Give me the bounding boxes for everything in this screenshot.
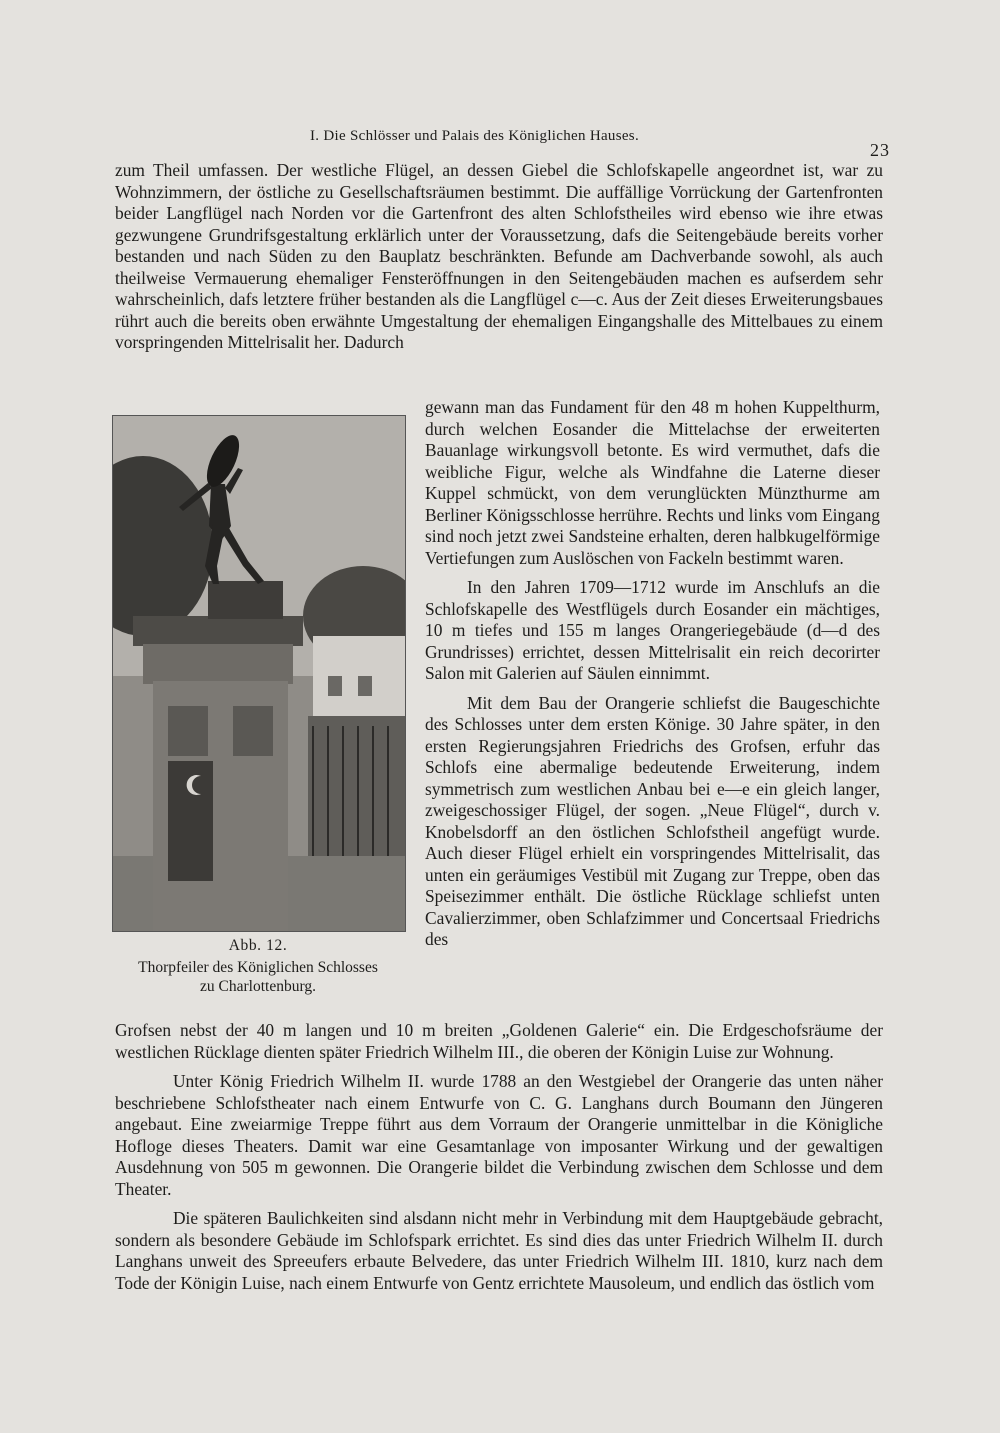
- paragraph: Die späteren Baulichkeiten sind alsdann nicht mehr in Verbindung mit dem Hauptgebäude gebracht, sondern als besondere Gebäude im Schlofspark errichtet. Es sind dies das unter Friedrich Wilhelm II. durch Langhans unweit des Spreeufers erbaute Belvedere, das unter Friedrich Wilhelm III. 1810, kurz nach dem Tode der Königin Luise, nach einem Entwurfe von Gentz errichtete Mausoleum, und endlich das östlich vom: [115, 1208, 883, 1293]
- paragraph: In den Jahren 1709—1712 wurde im Anschlufs an die Schlofskapelle des Westflügels durch Eosander ein mächtiges, 10 m tiefes und 155 m langes Orangeriegebäude (d—d des Grundrisses) errichtet, dessen Mittelrisalit ein reich decorirter Salon mit Galerien auf Säulen einnimmt.: [425, 577, 880, 683]
- figure-photo-gate-pillar: [112, 415, 406, 932]
- paragraph: Grofsen nebst der 40 m langen und 10 m breiten „Goldenen Galerie“ ein. Die Erdgeschofsräume der westlichen Rücklage dienten später Friedrich Wilhelm III., die oberen der Königin Luise zur Wohnung.: [115, 1020, 883, 1062]
- paragraph: gewann man das Fundament für den 48 m hohen Kuppelthurm, durch welchen Eosander die Mittelachse der erweiterten Bauanlage wirkungsvoll betonte. Es wird vermuthet, dafs die weibliche Figur, welche als Windfahne die Laterne dieser Kuppel schmückt, von dem verunglückten Münzthurme am Berliner Königsschlosse herrühre. Rechts und links vom Eingang sind noch jetzt zwei Sandsteine erhalten, deren halbkugelförmige Vertiefungen zum Auslöschen von Fackeln bestimmt waren.: [425, 397, 880, 568]
- paragraph: zum Theil umfassen. Der westliche Flügel, an dessen Giebel die Schlofskapelle angeordnet ist, war zu Wohnzimmern, der östliche zu Gesellschaftsräumen bestimmt. Die auffällige Vorrückung der Gartenfronten beider Langflügel nach Norden vor die Gartenfront des alten Schlofstheiles wird ebenso wie ihre etwas gezwungene Grundrifsgestaltung erklärlich unter der Voraussetzung, dafs die Seitengebäude bereits vorher bestanden und nach Süden zu den Bauplatz beschränkten. Befunde am Dachverbande sowohl, als auch theilweise Vermauerung ehemaliger Fensteröffnungen in den Seitengebäuden machen es aufserdem sehr wahrscheinlich, dafs letztere früher bestanden als die Langflügel c—c. Aus der Zeit dieses Erweiterungsbaues rührt auch die bereits oben erwähnte Umgestaltung der ehemaligen Eingangshalle des Mittelbaues zu einem vorspringenden Mittelrisalit her. Dadurch: [115, 160, 883, 352]
- running-header: I. Die Schlösser und Palais des Königlichen Hauses.: [310, 128, 639, 144]
- text-block-bottom: [115, 1020, 883, 1294]
- page-number: 23: [870, 140, 890, 160]
- figure-caption-line: Thorpfeiler des Königlichen Schlosses: [138, 959, 378, 976]
- figure-number: Abb. 12.: [228, 937, 288, 954]
- text-column-beside-figure: [425, 397, 880, 951]
- text-block-top: [115, 160, 883, 354]
- figure-caption: [108, 958, 408, 996]
- paragraph: Unter König Friedrich Wilhelm II. wurde 1788 an den Westgiebel der Orangerie das unten näher beschriebene Schlofstheater nach einem Entwurfe von C. G. Langhans durch Boumann den Jüngeren angebaut. Eine zweiarmige Treppe führt aus dem Vorraum der Orangerie unmittelbar in die Königliche Hofloge dieses Theaters. Damit war eine Gesamtanlage von imposanter Wirkung und der gewaltigen Ausdehnung von 505 m gewonnen. Die Orangerie bildet die Verbindung zwischen dem Schlosse und dem Theater.: [115, 1071, 883, 1199]
- figure-caption-line: zu Charlottenburg.: [200, 978, 316, 995]
- paragraph: Mit dem Bau der Orangerie schliefst die Baugeschichte des Schlosses unter dem ersten Könige. 30 Jahre später, in den ersten Regierungsjahren Friedrichs des Grofsen, erfuhr das Schlofs eine abermalige bedeutende Erweiterung, indem symmetrisch zum westlichen Anbau bei e—e ein gleich langer, zweigeschossiger Flügel, der sogen. „Neue Flügel“, durch v. Knobelsdorff an den östlichen Schlofstheil angefügt wurde. Auch dieser Flügel erhielt ein vorspringendes Mittelrisalit, das unten ein geräumiges Vestibül mit Zugang zur Treppe, oben das Speisezimmer enthält. Die östliche Rücklage schliefst unten Cavalierzimmer, oben Schlafzimmer und Concertsaal Friedrichs des: [425, 692, 880, 949]
